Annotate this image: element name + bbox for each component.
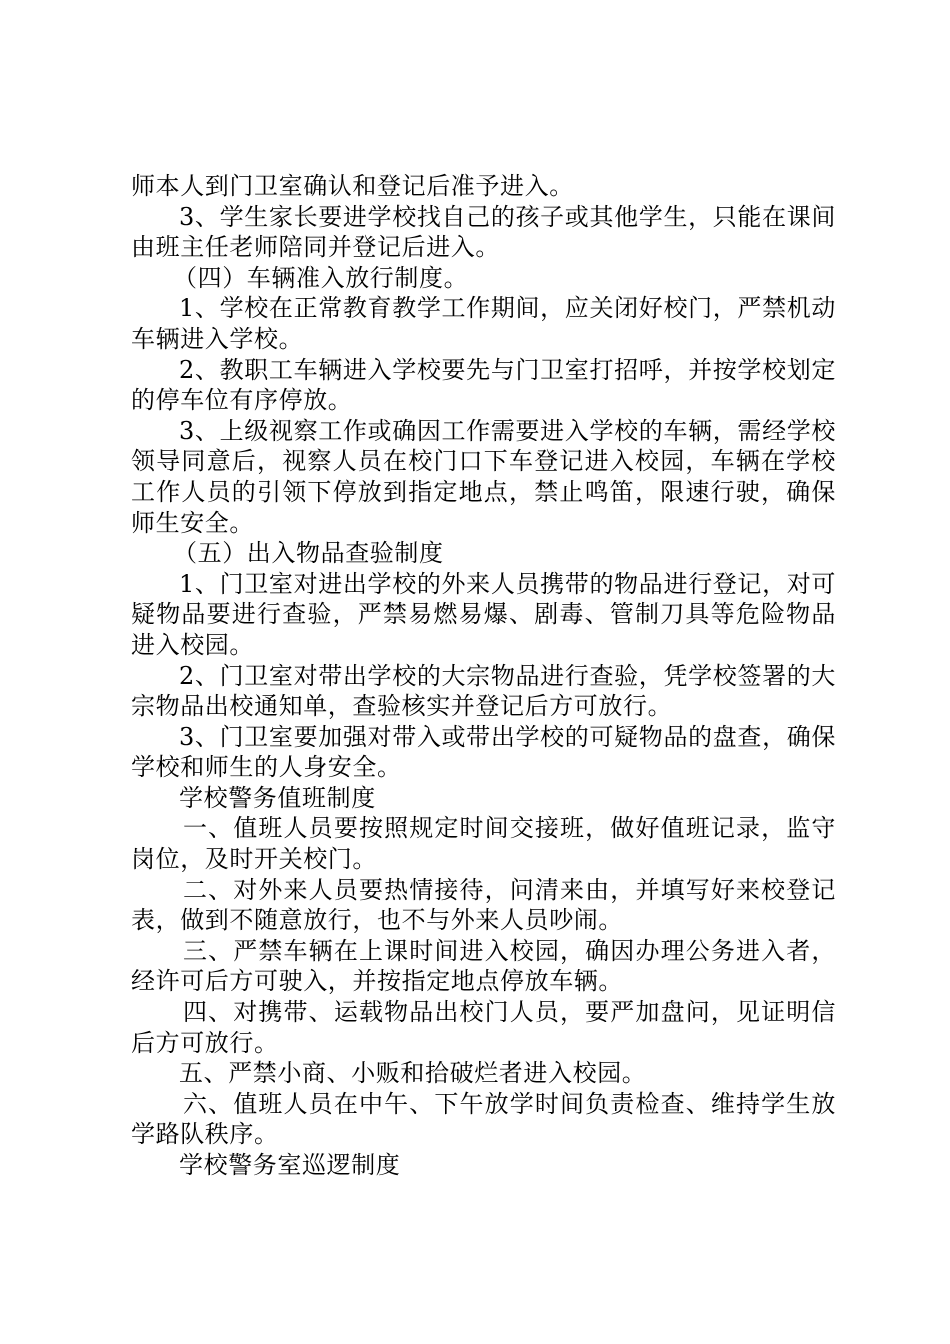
paragraph-duty-rule-4: 四、对携带、运载物品出校门人员，要严加盘问，见证明信后方可放行。 [131,998,836,1057]
paragraph-item-rule-2: 2、门卫室对带出学校的大宗物品进行查验，凭学校签署的大宗物品出校通知单，查验核实并登记后方可放行。 [131,661,836,721]
paragraph-continuation: 师本人到门卫室确认和登记后准予进入。 [131,172,574,200]
paragraph-item-rule-3: 3、门卫室要加强对带入或带出学校的可疑物品的盘查，确保学校和师生的人身安全。 [131,722,836,782]
paragraph-duty-rule-2: 二、对外来人员要热情接待，问清来由，并填写好来校登记表，做到不随意放行，也不与外来人员吵闹。 [131,875,836,935]
paragraph-vehicle-rule-2: 2、教职工车辆进入学校要先与门卫室打招呼，并按学校划定的停车位有序停放。 [131,355,836,415]
paragraph-visitor-rule-3: 3、学生家长要进学校找自己的孩子或其他学生，只能在课间由班主任老师陪同并登记后进入。 [131,202,836,262]
document-body [131,171,836,1181]
paragraph-duty-rule-3: 三、严禁车辆在上课时间进入校园，确因办理公务进入者，经许可后方可驶入，并按指定地点停放车辆。 [131,936,836,996]
paragraph-vehicle-rule-1: 1、学校在正常教育教学工作期间，应关闭好校门，严禁机动车辆进入学校。 [131,294,836,353]
paragraph-duty-rule-5: 五、严禁小商、小贩和拾破烂者进入校园。 [179,1059,647,1088]
section-heading-vehicle-access: （四）车辆准入放行制度。 [173,263,469,292]
paragraph-item-rule-1: 1、门卫室对进出学校的外来人员携带的物品进行登记，对可疑物品要进行查验，严禁易燃易爆、剧毒、管制刀具等危险物品进入校园。 [131,569,836,659]
section-heading-item-inspection: （五）出入物品查验制度 [173,539,444,568]
section-title-patrol-system: 学校警务室巡逻制度 [179,1151,401,1179]
paragraph-vehicle-rule-3: 3、上级视察工作或确因工作需要进入学校的车辆，需经学校领导同意后，视察人员在校门口下车登记进入校园，车辆在学校工作人员的引领下停放到指定地点，禁止鸣笛，限速行驶，确保师生安全。 [131,416,836,537]
section-title-duty-system: 学校警务值班制度 [179,783,376,812]
paragraph-duty-rule-6: 六、值班人员在中午、下午放学时间负责检查、维持学生放学路队秩序。 [131,1089,836,1149]
paragraph-duty-rule-1: 一、值班人员要按照规定时间交接班，做好值班记录，监守岗位，及时开关校门。 [131,814,836,874]
